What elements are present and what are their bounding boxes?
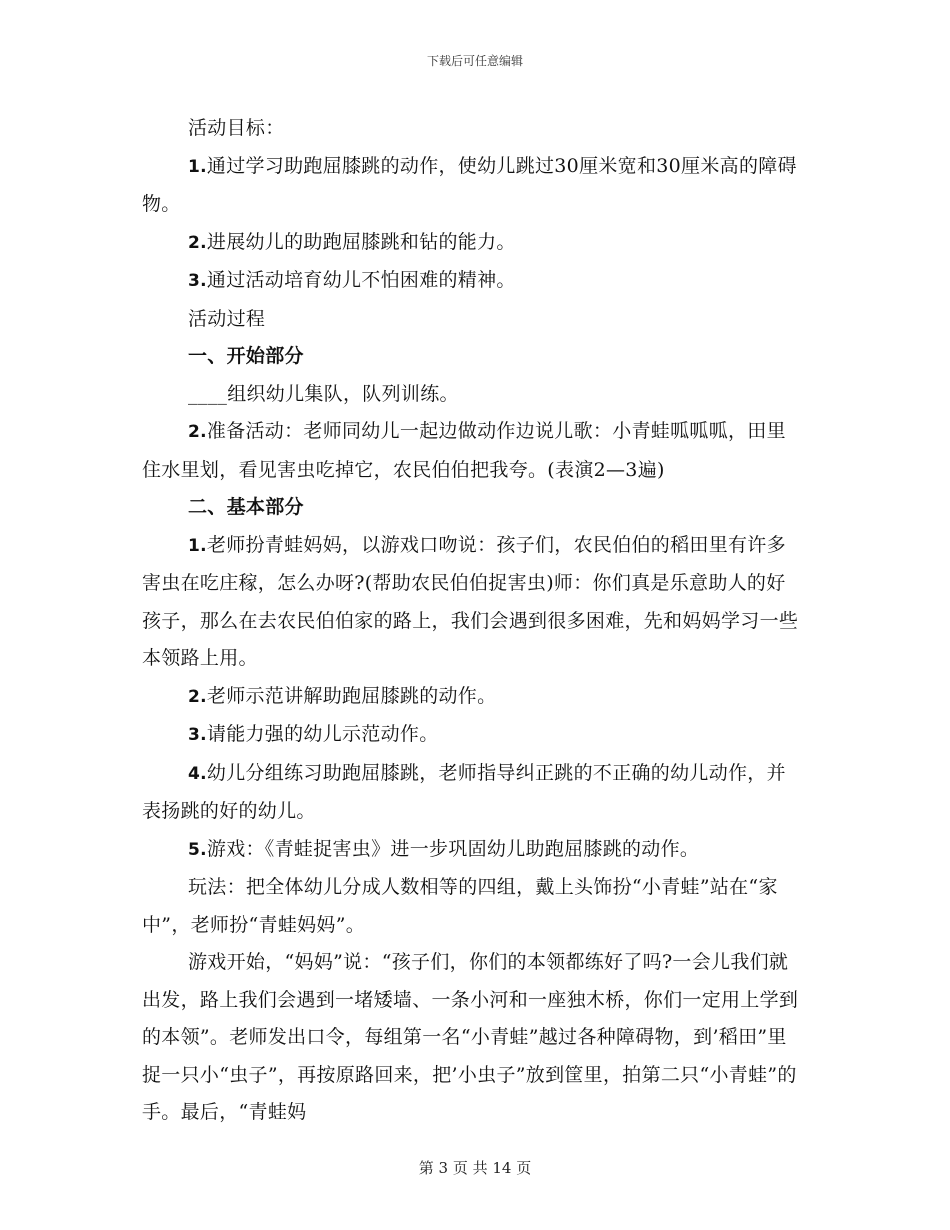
page-footer: 第 3 页 共 14 页: [418, 1159, 532, 1177]
paragraph-goal-1: 1.通过学习助跑屈膝跳的动作，使幼儿跳过30厘米宽和30厘米高的障碍物。: [142, 154, 797, 215]
paragraph-goals-title: 活动目标：: [188, 117, 285, 139]
section-heading-start: 一、开始部分: [188, 345, 304, 367]
paragraph-basic-3: 3.请能力强的幼儿示范动作。: [188, 723, 439, 745]
paragraph-goal-3: 3.通过活动培育幼儿不怕困难的精神。: [188, 269, 516, 291]
paragraph-game-start: 游戏开始，“妈妈”说：“孩子们，你们的本领都练好了吗?一会儿我们就出发，路上我们会遇到一堵矮墙、一条小河和一座独木桥，你们一定用上学到的本领”。老师发出口令，每组第一名“小青蛙”越过各种障碍物，到’稻田”里捉一只小“虫子”，再按原路回来，把’小虫子”放到筐里，拍第二只“小青蛙”的手。最后，“青蛙妈: [142, 951, 799, 1123]
paragraph-basic-4: 4.幼儿分组练习助跑屈膝跳，老师指导纠正跳的不正确的幼儿动作，并表扬跳的好的幼儿。: [142, 761, 786, 822]
paragraph-basic-5: 5.游戏：《青蛙捉害虫》进一步巩固幼儿助跑屈膝跳的动作。: [188, 837, 700, 860]
document-body: [142, 110, 802, 1132]
paragraph-start-1: ____组织幼儿集队，队列训练。: [188, 382, 459, 405]
paragraph-rules: 玩法：把全体幼儿分成人数相等的四组，戴上头饰扮“小青蛙”站在“家中”，老师扮“青蛙妈妈”。: [142, 876, 778, 936]
paragraph-process-title: 活动过程: [188, 307, 266, 330]
paragraph-start-2: 2.准备活动：老师同幼儿一起边做动作边说儿歌：小青蛙呱呱呱，田里住水里划，看见害虫吃掉它，农民伯伯把我夸。(表演2—3遍): [142, 420, 786, 481]
paragraph-basic-1: 1.老师扮青蛙妈妈，以游戏口吻说：孩子们，农民伯伯的稻田里有许多害虫在吃庄稼，怎么办呀?(帮助农民伯伯捉害虫)师：你们真是乐意助人的好孩子，那么在去农民伯伯家的路上，我们会遇到很多困难，先和妈妈学习一些本领路上用。: [142, 533, 799, 669]
paragraph-goal-2: 2.进展幼儿的助跑屈膝跳和钻的能力。: [188, 230, 516, 253]
section-heading-basic: 二、基本部分: [188, 496, 304, 518]
paragraph-basic-2: 2.老师示范讲解助跑屈膝跳的动作。: [188, 684, 497, 707]
page-header: 下载后可任意编辑: [426, 54, 523, 68]
